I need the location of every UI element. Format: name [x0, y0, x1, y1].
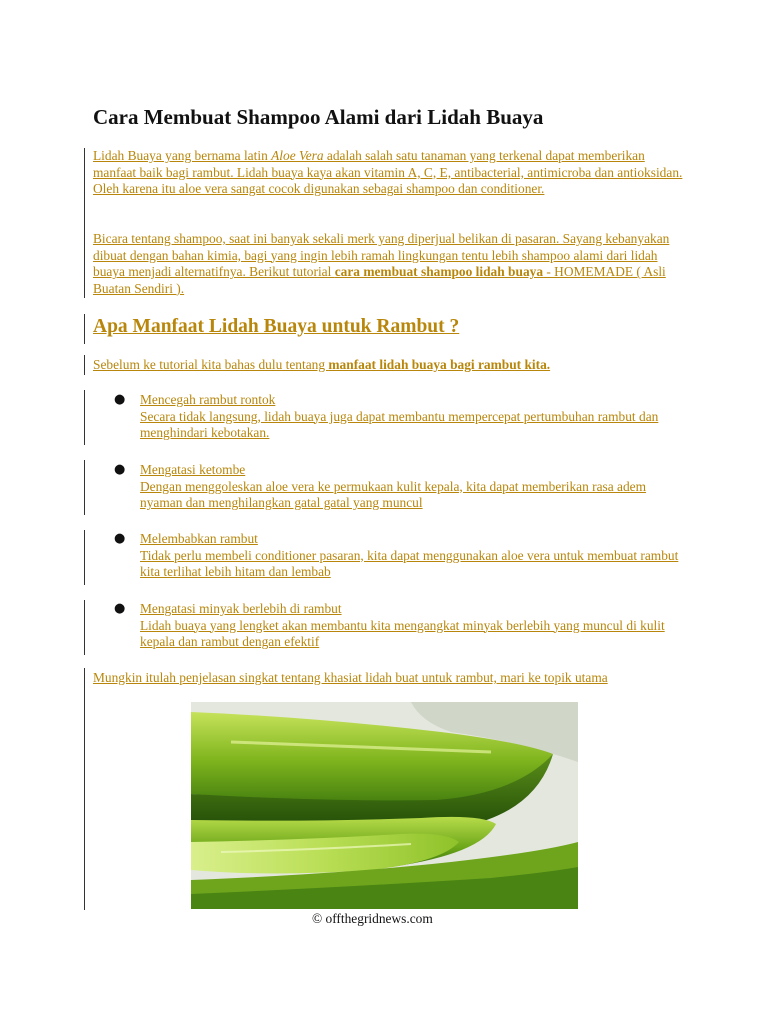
change-bar — [84, 460, 85, 515]
change-bar — [84, 148, 85, 298]
intro-paragraph-1[interactable] — [93, 148, 683, 198]
bullet-icon: ● — [114, 531, 126, 546]
closing-paragraph[interactable]: Mungkin itulah penjelasan singkat tentang khasiat lidah buat untuk rambut, mari ke topik utama — [93, 670, 608, 685]
benefit-desc: Lidah buaya yang lengket akan membantu kita mengangkat minyak berlebih yang muncul di kulit kepala dan rambut dengan efektif — [140, 617, 665, 650]
intro-p2-bold: cara membuat shampoo lidah buaya — [334, 264, 544, 280]
section-heading[interactable]: Apa Manfaat Lidah Buaya untuk Rambut ? — [93, 316, 460, 337]
benefit-text[interactable] — [140, 462, 685, 512]
change-bar — [84, 390, 85, 445]
aloe-vera-leaves-image — [191, 702, 578, 909]
benefit-title: Mencegah rambut rontok — [140, 392, 276, 407]
section-lead[interactable] — [93, 357, 683, 374]
benefit-item — [114, 462, 684, 512]
change-bar — [84, 600, 85, 655]
benefit-desc: Secara tidak langsung, lidah buaya juga dapat membantu mempercepat pertumbuhan rambut dan menghindari kebotakan. — [140, 408, 659, 441]
change-bar — [84, 668, 85, 910]
intro-paragraph-2[interactable] — [93, 231, 683, 297]
section-lead-start: Sebelum ke tutorial kita bahas dulu tentang — [93, 357, 329, 372]
benefit-text[interactable] — [140, 392, 685, 442]
change-bar — [84, 314, 85, 344]
image-caption: © offthegridnews.com — [312, 911, 433, 926]
intro-p2-end: - HOMEMADE ( Asli Buatan Sendiri ). — [93, 264, 666, 296]
bullet-icon: ● — [114, 462, 126, 477]
benefit-desc: Dengan menggoleskan aloe vera ke permukaan kulit kepala, kita dapat memberikan rasa adem nyaman dan menghilangkan gatal gatal yang muncul — [140, 478, 647, 511]
latin-name: Aloe Vera — [271, 148, 324, 163]
benefit-title: Melembabkan rambut — [140, 531, 258, 546]
page-title: Cara Membuat Shampoo Alami dari Lidah Buaya — [93, 105, 544, 129]
benefit-title: Mengatasi minyak berlebih di rambut — [140, 601, 342, 616]
intro-p1-end: adalah salah satu tanaman yang terkenal dapat memberikan manfaat baik bagi rambut. Lidah buaya kaya akan vitamin A, C, E, antibacterial, antimicroba dan antioksidan. Oleh karena itu aloe vera sangat cocok digunakan sebagai shampoo dan conditioner. — [93, 148, 683, 197]
intro-p1-start: Lidah Buaya yang bernama latin — [93, 148, 272, 163]
change-bar — [84, 355, 85, 375]
section-lead-bold: manfaat lidah buaya bagi rambut kita. — [328, 357, 551, 372]
benefit-desc: Tidak perlu membeli conditioner pasaran, kita dapat menggunakan aloe vera untuk membuat rambut kita terlihat lebih hitam dan lembab — [140, 547, 679, 580]
bullet-icon: ● — [114, 392, 126, 407]
change-bar — [84, 530, 85, 585]
benefit-title: Mengatasi ketombe — [140, 462, 246, 477]
benefit-item — [114, 601, 684, 651]
benefit-text[interactable] — [140, 601, 685, 651]
benefit-item — [114, 392, 684, 442]
benefit-text[interactable] — [140, 531, 685, 581]
bullet-icon: ● — [114, 601, 126, 616]
aloe-vera-photo — [191, 702, 578, 909]
intro-p2-start: Bicara tentang shampoo, saat ini banyak sekali merk yang diperjual belikan di pasaran. Sayang kebanyakan dibuat dengan bahan kimia, bagi yang ingin lebih ramah lingkungan tentu lebih shampoo alami dari lidah buaya menjadi alternatifnya. Berikut tutorial — [93, 231, 670, 280]
benefit-item — [114, 531, 684, 581]
